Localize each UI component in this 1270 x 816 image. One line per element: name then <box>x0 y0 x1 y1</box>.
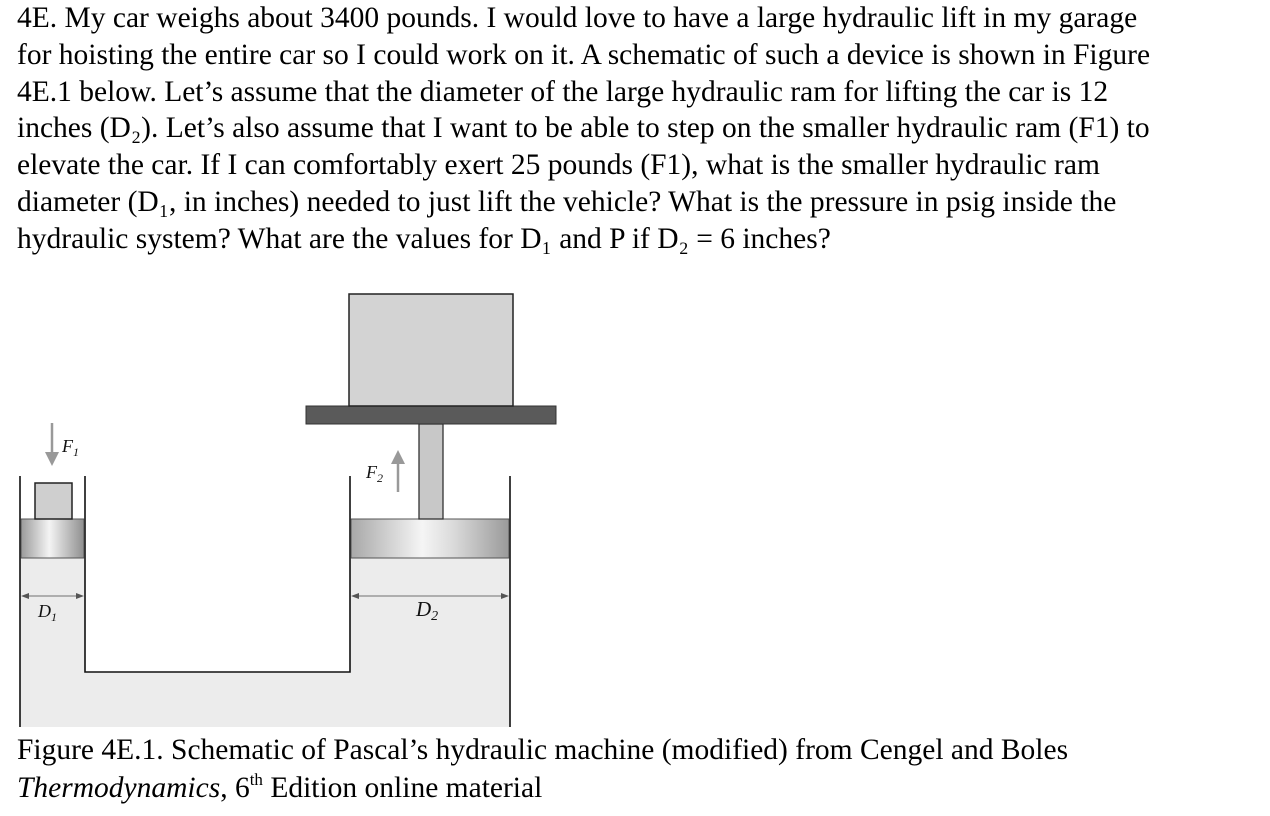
problem-line-7: hydraulic system? What are the values for D₁ and P if D₂ = 6 inches? <box>17 222 831 255</box>
problem-statement <box>17 0 1267 258</box>
small-piston <box>21 519 84 558</box>
caption-superscript: th <box>249 770 263 789</box>
small-weight <box>35 483 72 519</box>
hydraulic-machine-figure <box>0 280 1270 730</box>
problem-line-5: elevate the car. If I can comfortably exert 25 pounds (F1), what is the smaller hydraulic ram <box>17 149 1100 182</box>
caption-line-1: Figure 4E.1. Schematic of Pascal’s hydraulic machine (modified) from Cengel and Boles <box>17 734 1069 766</box>
hydraulic-fluid <box>20 558 510 727</box>
f1-arrow <box>45 423 59 466</box>
caption-separator: , 6 <box>220 772 250 804</box>
problem-line-4: inches (D₂). Let’s also assume that I want to be able to step on the smaller hydraulic ram (F1) to <box>17 112 1150 145</box>
d1-label: $D_1$ <box>38 601 57 624</box>
problem-line-3: 4E.1 below. Let’s assume that the diameter of the large hydraulic ram for lifting the car is 12 <box>17 75 1109 108</box>
lift-platform <box>306 406 556 424</box>
caption-line-2 <box>17 769 1267 807</box>
caption-book-title: Thermodynamics <box>17 772 221 804</box>
caption-edition-text: Edition online material <box>262 772 543 804</box>
f2-label: $F_2$ <box>366 462 383 485</box>
large-piston <box>351 519 509 558</box>
hydraulic-schematic <box>0 280 1270 730</box>
car-block <box>349 294 513 406</box>
d2-label: D2 <box>416 597 439 624</box>
problem-line-1: 4E. My car weighs about 3400 pounds. I would love to have a large hydraulic lift in my garage <box>17 2 1138 34</box>
figure-caption <box>17 731 1267 807</box>
lift-rod <box>419 424 443 519</box>
f2-arrow <box>391 450 405 492</box>
problem-line-2: for hoisting the entire car so I could work on it. A schematic of such a device is shown in Figure <box>17 38 1151 71</box>
f1-label: $F_1$ <box>62 436 79 459</box>
problem-line-6: diameter (D₁, in inches) needed to just lift the vehicle? What is the pressure in psig inside the <box>17 185 1117 218</box>
